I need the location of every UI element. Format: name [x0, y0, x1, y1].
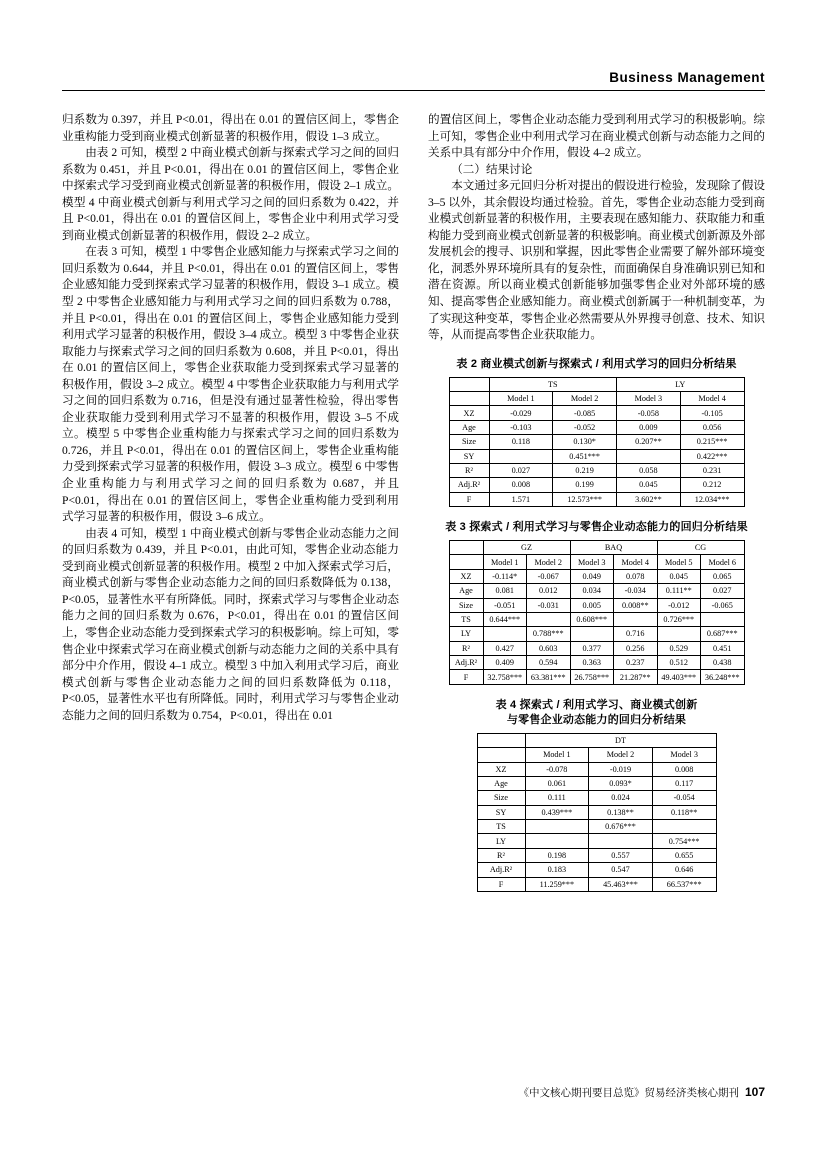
- cell: 0.363: [570, 656, 614, 670]
- table-header-row: [477, 733, 716, 747]
- cell: 45.463***: [589, 877, 653, 891]
- cell: 0.081: [483, 584, 527, 598]
- row-label: R²: [449, 641, 483, 655]
- cell: 0.027: [489, 463, 553, 477]
- group-header: LY: [617, 377, 745, 391]
- group-header: CG: [657, 541, 744, 555]
- table-row: [449, 641, 744, 655]
- table-3-block: [428, 520, 765, 685]
- cell: 0.008: [489, 478, 553, 492]
- cell: 0.231: [680, 463, 744, 477]
- cell: 0.237: [614, 656, 658, 670]
- row-label: Size: [449, 598, 483, 612]
- section-heading: （二）结果讨论: [451, 162, 533, 176]
- cell: -0.051: [483, 598, 527, 612]
- cell: 21.287**: [614, 670, 658, 684]
- model-header: Model 5: [657, 555, 701, 569]
- table-row: [449, 612, 744, 626]
- cell: 0.427: [483, 641, 527, 655]
- table-header-row: [449, 377, 744, 391]
- cell: 0.093*: [589, 776, 653, 790]
- cell: [525, 834, 589, 848]
- cell: 0.644***: [483, 612, 527, 626]
- table-2-block: [428, 357, 765, 507]
- cell: -0.052: [553, 420, 617, 434]
- cell: 0.451: [701, 641, 745, 655]
- cell: 3.602**: [617, 492, 681, 506]
- cell: 0.676***: [589, 820, 653, 834]
- cell: 0.557: [589, 848, 653, 862]
- table-header-row: [449, 541, 744, 555]
- group-header: TS: [489, 377, 617, 391]
- cell: 0.215***: [680, 435, 744, 449]
- table-row: [449, 569, 744, 583]
- group-header: DT: [525, 733, 716, 747]
- table-4-caption: [428, 698, 765, 728]
- cell: 32.758***: [483, 670, 527, 684]
- article-body: [62, 112, 765, 892]
- corner-cell: [477, 733, 525, 747]
- model-header: Model 4: [614, 555, 658, 569]
- cell: 0.049: [570, 569, 614, 583]
- table-row: [449, 478, 744, 492]
- page-header: [62, 70, 765, 91]
- row-label: TS: [477, 820, 525, 834]
- row-label: Size: [449, 435, 489, 449]
- model-header: Model 4: [680, 392, 744, 406]
- cell: [525, 820, 589, 834]
- table-row: [449, 406, 744, 420]
- corner-cell: [477, 748, 525, 762]
- cell: 0.130*: [553, 435, 617, 449]
- model-header: Model 3: [570, 555, 614, 569]
- cell: 36.248***: [701, 670, 745, 684]
- cell: 0.754***: [652, 834, 716, 848]
- row-label: SY: [449, 449, 489, 463]
- cell: 26.758***: [570, 670, 614, 684]
- cell: 0.008**: [614, 598, 658, 612]
- row-label: F: [449, 492, 489, 506]
- row-label: LY: [477, 834, 525, 848]
- paragraph: 在表 3 可知，模型 1 中零售企业感知能力与探索式学习之间的回归系数为 0.644，并且 P<0.01，得出在 0.01 的置信区间上，零售企业感知能力受到探索式学习显著的积极作用，假设 3–1 成立。模型 2 中零售企业感知能力与利用式学习之间的回归系数为 0.788，并且 P<0.01，得出在 0.01 的置信区间上，零售企业感知能力受到利用式学习显著的积极作用，假设 3–4 成立。模型 3 中零售企业获取能力与探索式学习之间的回归系数为 0.608，并且 P<0.01，得出在 0.01 的置信区间上，零售企业获取能力受到探索式学习显著的积极作用，假设 3–2 成立。模型 4 中零售企业获取能力与利用式学习之间的回归系数为 0.716，但是没有通过显著性检验，得出零售企业获取能力受到利用式学习不显著的积极作用，假设 3–5 不成立。模型 5 中零售企业重构能力与探索式学习之间的回归系数为 0.726，并且 P<0.01，得出在 0.01 的置信区间上，零售企业重构能力受到探索式学习显著的积极作用，假设 3–3 成立。模型 6 中零售企业重构能力与利用式学习之间的回归系数为 0.687，并且 P<0.01，得出在 0.01 的置信区间上，零售企业重构能力受到利用式学习显著的积极作用，假设 3–6 成立。: [62, 245, 399, 524]
- row-label: Age: [449, 584, 483, 598]
- table-row: [449, 492, 744, 506]
- cell: [657, 627, 701, 641]
- cell: 0.655: [652, 848, 716, 862]
- table-row: [477, 848, 716, 862]
- table-row: [449, 656, 744, 670]
- row-label: XZ: [477, 762, 525, 776]
- cell: 0.012: [527, 584, 571, 598]
- left-column: [62, 112, 399, 892]
- right-column: [428, 112, 765, 892]
- cell: [617, 449, 681, 463]
- cell: 0.451***: [553, 449, 617, 463]
- running-head-title: Business Management: [609, 70, 765, 85]
- table-row: [449, 435, 744, 449]
- cell: 0.687***: [701, 627, 745, 641]
- table-row: [449, 420, 744, 434]
- paragraph: 归系数为 0.397，并且 P<0.01，得出在 0.01 的置信区间上，零售企业重构能力受到商业模式创新显著的积极作用，假设 1–3 成立。: [62, 113, 399, 143]
- row-label: XZ: [449, 569, 483, 583]
- model-header: Model 1: [525, 748, 589, 762]
- cell: 0.034: [570, 584, 614, 598]
- table-3-caption: 表 3 探索式 / 利用式学习与零售企业动态能力的回归分析结果: [445, 521, 748, 534]
- cell: -0.105: [680, 406, 744, 420]
- table-row: [449, 670, 744, 684]
- cell: 0.005: [570, 598, 614, 612]
- cell: 0.117: [652, 776, 716, 790]
- table-4-caption-line1: 表 4 探索式 / 利用式学习、商业模式创新: [495, 698, 698, 711]
- cell: 0.199: [553, 478, 617, 492]
- row-label: R²: [449, 463, 489, 477]
- cell: [589, 834, 653, 848]
- row-label: Age: [477, 776, 525, 790]
- cell: 0.646: [652, 863, 716, 877]
- cell: 0.183: [525, 863, 589, 877]
- row-label: XZ: [449, 406, 489, 420]
- table-row: [449, 598, 744, 612]
- cell: [570, 627, 614, 641]
- cell: 0.594: [527, 656, 571, 670]
- row-label: Adj.R²: [449, 656, 483, 670]
- table-row: [477, 863, 716, 877]
- cell: 0.045: [617, 478, 681, 492]
- cell: -0.065: [701, 598, 745, 612]
- cell: 0.377: [570, 641, 614, 655]
- paragraph: 由表 4 可知，模型 1 中商业模式创新与零售企业动态能力之间的回归系数为 0.439，并且 P<0.01，由此可知，零售企业动态能力受到商业模式创新显著的积极作用。模型 2 中加入探索式学习后，商业模式创新与零售企业动态能力之间的回归系数降低为 0.138，P<0.05，显著性水平有所降低。同时，探索式学习与零售企业动态能力之间的回归系数为 0.676，P<0.01，得出在 0.01 的置信区间上，零售企业动态能力受到探索式学习的积极影响。综上可知，零售企业中探索式学习在商业模式创新与动态能力之间的关系中具有部分中介作用，假设 4–1 成立。模型 3 中加入利用式学习后，商业模式创新与零售企业动态能力之间的回归系数降低为 0.118，P<0.05，显著性水平也有所降低。同时，利用式学习与零售企业动态能力之间的回归系数为 0.754，P<0.01，得出在 0.01: [62, 526, 399, 722]
- cell: 1.571: [489, 492, 553, 506]
- table-row: [477, 834, 716, 848]
- corner-cell: [449, 392, 489, 406]
- row-label: R²: [477, 848, 525, 862]
- page-footer: [62, 1085, 765, 1100]
- cell: -0.067: [527, 569, 571, 583]
- model-header: Model 2: [527, 555, 571, 569]
- cell: 0.409: [483, 656, 527, 670]
- cell: -0.085: [553, 406, 617, 420]
- cell: 0.608***: [570, 612, 614, 626]
- table-row: [477, 776, 716, 790]
- cell: [483, 627, 527, 641]
- cell: 0.716: [614, 627, 658, 641]
- cell: [489, 449, 553, 463]
- cell: 0.788***: [527, 627, 571, 641]
- paragraph: 的置信区间上，零售企业动态能力受到利用式学习的积极影响。综上可知，零售企业中利用式学习在商业模式创新与动态能力之间的关系中具有部分中介作用，假设 4–2 成立。: [428, 113, 765, 160]
- cell: 66.537***: [652, 877, 716, 891]
- row-label: LY: [449, 627, 483, 641]
- cell: 0.008: [652, 762, 716, 776]
- cell: 0.138**: [589, 805, 653, 819]
- model-header: Model 3: [652, 748, 716, 762]
- cell: [701, 612, 745, 626]
- row-label: Size: [477, 791, 525, 805]
- table-row: [449, 449, 744, 463]
- cell: -0.058: [617, 406, 681, 420]
- cell: -0.031: [527, 598, 571, 612]
- model-header: Model 1: [483, 555, 527, 569]
- cell: 11.259***: [525, 877, 589, 891]
- row-label: Adj.R²: [477, 863, 525, 877]
- table-2: [449, 377, 745, 507]
- cell: 0.438: [701, 656, 745, 670]
- cell: 0.726***: [657, 612, 701, 626]
- table-row: [449, 584, 744, 598]
- corner-cell: [449, 555, 483, 569]
- cell: 0.118: [489, 435, 553, 449]
- table-row: [477, 762, 716, 776]
- cell: 0.118**: [652, 805, 716, 819]
- cell: 12.573***: [553, 492, 617, 506]
- cell: [527, 612, 571, 626]
- cell: 0.256: [614, 641, 658, 655]
- cell: 0.512: [657, 656, 701, 670]
- table-4: [477, 733, 717, 892]
- cell: -0.078: [525, 762, 589, 776]
- corner-cell: [449, 541, 483, 555]
- cell: 0.603: [527, 641, 571, 655]
- table-subheader-row: [477, 748, 716, 762]
- table-subheader-row: [449, 555, 744, 569]
- cell: 0.529: [657, 641, 701, 655]
- model-header: Model 2: [589, 748, 653, 762]
- cell: 0.024: [589, 791, 653, 805]
- row-label: Adj.R²: [449, 478, 489, 492]
- cell: 0.547: [589, 863, 653, 877]
- cell: -0.114*: [483, 569, 527, 583]
- cell: 12.034***: [680, 492, 744, 506]
- model-header: Model 6: [701, 555, 745, 569]
- cell: 63.381***: [527, 670, 571, 684]
- cell: 0.111**: [657, 584, 701, 598]
- table-3: [449, 540, 745, 685]
- cell: [614, 612, 658, 626]
- table-4-caption-line2: 与零售企业动态能力的回归分析结果: [506, 713, 687, 726]
- cell: -0.103: [489, 420, 553, 434]
- cell: 0.212: [680, 478, 744, 492]
- cell: 0.045: [657, 569, 701, 583]
- table-2-caption: 表 2 商业模式创新与探索式 / 利用式学习的回归分析结果: [456, 357, 737, 370]
- table-row: [477, 805, 716, 819]
- model-header: Model 2: [553, 392, 617, 406]
- cell: -0.029: [489, 406, 553, 420]
- row-label: SY: [477, 805, 525, 819]
- row-label: Age: [449, 420, 489, 434]
- cell: 0.198: [525, 848, 589, 862]
- table-row: [449, 463, 744, 477]
- cell: -0.019: [589, 762, 653, 776]
- cell: 0.065: [701, 569, 745, 583]
- cell: 0.422***: [680, 449, 744, 463]
- cell: -0.012: [657, 598, 701, 612]
- cell: 0.207**: [617, 435, 681, 449]
- table-subheader-row: [449, 392, 744, 406]
- cell: 0.439***: [525, 805, 589, 819]
- cell: 0.111: [525, 791, 589, 805]
- table-row: [477, 820, 716, 834]
- header-divider: [62, 90, 765, 91]
- cell: 0.078: [614, 569, 658, 583]
- row-label: F: [477, 877, 525, 891]
- cell: 0.061: [525, 776, 589, 790]
- table-row: [449, 627, 744, 641]
- cell: 49.403***: [657, 670, 701, 684]
- table-row: [477, 877, 716, 891]
- model-header: Model 3: [617, 392, 681, 406]
- table-4-block: [428, 698, 765, 892]
- cell: 0.058: [617, 463, 681, 477]
- cell: 0.009: [617, 420, 681, 434]
- paragraph: 由表 2 可知，模型 2 中商业模式创新与探索式学习之间的回归系数为 0.451，并且 P<0.01，得出在 0.01 的置信区间上，零售企业中探索式学习受到商业模式创新显著的积极作用，假设 2–1 成立。模型 4 中商业模式创新与利用式学习之间的回归系数为 0.422，并且 P<0.01，得出在 0.01 的置信区间上，零售企业中利用式学习受到商业模式创新显著的积极作用，假设 2–2 成立。: [62, 146, 399, 242]
- cell: 0.056: [680, 420, 744, 434]
- page-number: 107: [744, 1085, 765, 1099]
- cell: 0.219: [553, 463, 617, 477]
- corner-cell: [449, 377, 489, 391]
- group-header: BAQ: [570, 541, 657, 555]
- table-row: [477, 791, 716, 805]
- cell: -0.034: [614, 584, 658, 598]
- paragraph: 本文通过多元回归分析对提出的假设进行检验，发现除了假设 3–5 以外，其余假设均通过检验。首先，零售企业动态能力受到商业模式创新显著的积极作用，主要表现在感知能力、获取能力和重构能力受到商业模式创新显著的积极影响。商业模式创新源及外部发展机会的搜寻、识别和掌握，因此零售企业需要了解外部环境变化，洞悉外界环境所具有的复杂性，而面确保自身准确识别已知和潜在资源。所以商业模式创新能够加强零售企业对外部环境的感知、提高零售企业感知能力。商业模式创新属于一种机制变革，为了实现这种变革，零售企业必然需要从外界搜寻创意、技术、知识等，从而提高零售企业获取能力。: [428, 179, 765, 342]
- model-header: Model 1: [489, 392, 553, 406]
- cell: [652, 820, 716, 834]
- cell: 0.027: [701, 584, 745, 598]
- journal-name: 《中文核心期刊要目总览》贸易经济类核心期刊: [518, 1087, 739, 1099]
- group-header: GZ: [483, 541, 570, 555]
- row-label: F: [449, 670, 483, 684]
- cell: -0.054: [652, 791, 716, 805]
- row-label: TS: [449, 612, 483, 626]
